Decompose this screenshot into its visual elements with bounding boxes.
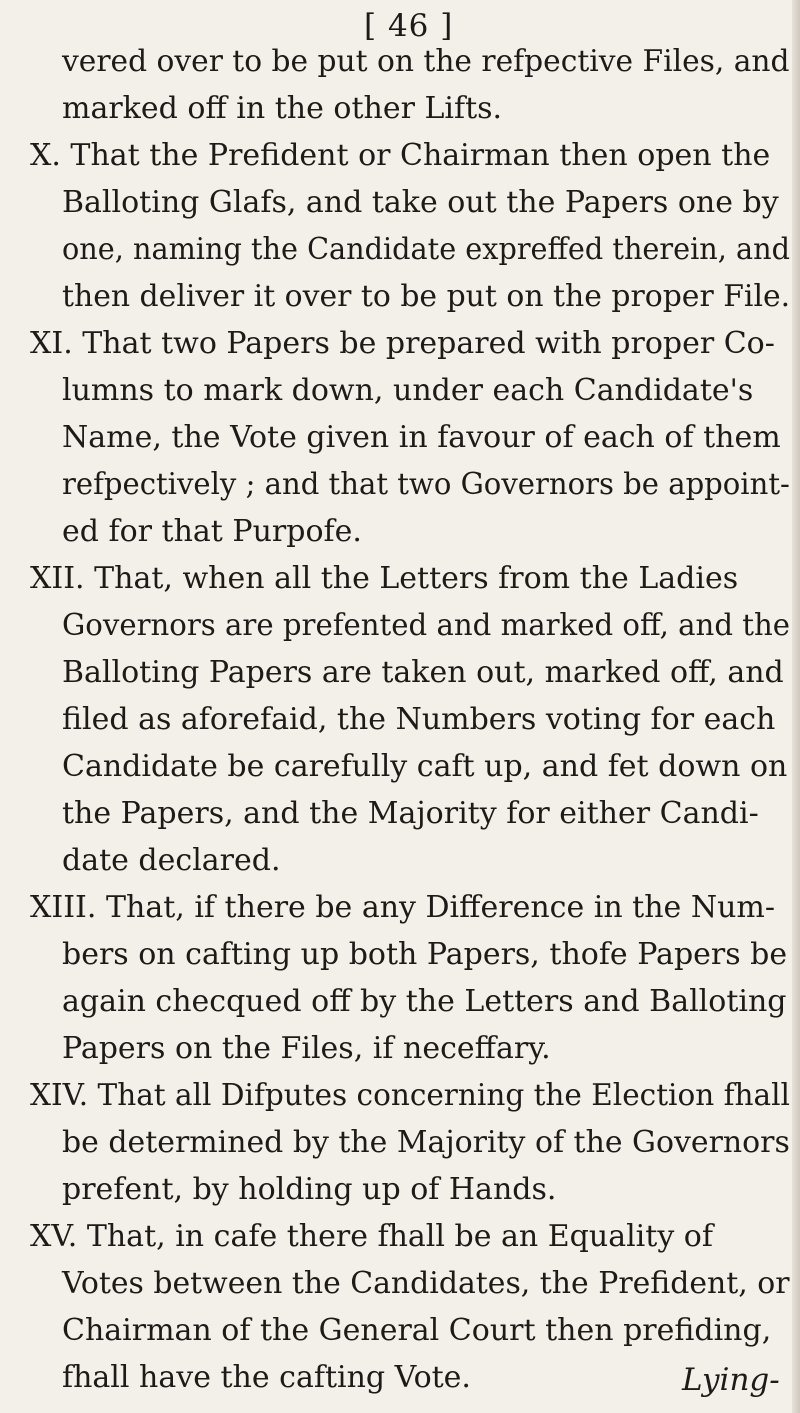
text-line: Name, the Vote given in favour of each of them xyxy=(62,420,781,455)
text-line: the Papers, and the Majority for either Candi- xyxy=(62,796,759,831)
text-line: Chairman of the General Court then prefiding, xyxy=(62,1313,772,1348)
text-line: date declared. xyxy=(62,843,281,878)
text-line: vered over to be put on the refpective Files, and xyxy=(62,44,790,79)
text-line: ed for that Purpofe. xyxy=(62,514,362,549)
text-line: X. That the Prefident or Chairman then open the xyxy=(30,138,771,173)
text-line: be determined by the Majority of the Governors xyxy=(62,1125,790,1160)
text-line: XIV. That all Difputes concerning the Election fhall xyxy=(30,1078,790,1113)
text-line: one, naming the Candidate expreffed therein, and xyxy=(62,232,790,267)
text-line: XI. That two Papers be prepared with proper Co- xyxy=(30,326,775,361)
text-line: refpectively ; and that two Governors be appoint- xyxy=(62,467,790,502)
text-line: bers on cafting up both Papers, thofe Papers be xyxy=(62,937,788,972)
page-edge-shadow xyxy=(792,0,800,1413)
text-line: again checqued off by the Letters and Balloting xyxy=(62,984,787,1019)
text-line: XV. That, in cafe there fhall be an Equality of xyxy=(30,1219,713,1254)
catchword: Lying- xyxy=(682,1362,780,1398)
text-line: Balloting Papers are taken out, marked off, and xyxy=(62,655,784,690)
text-line: fhall have the cafting Vote. xyxy=(62,1360,471,1395)
text-line: Papers on the Files, if neceffary. xyxy=(62,1031,551,1066)
text-line: Votes between the Candidates, the Prefident, or xyxy=(62,1266,790,1301)
text-line: XIII. That, if there be any Difference in the Num- xyxy=(30,890,776,925)
text-line: marked off in the other Lifts. xyxy=(62,91,503,126)
text-line: Governors are prefented and marked off, and the xyxy=(62,608,791,643)
text-line: XII. That, when all the Letters from the Ladies xyxy=(30,561,739,596)
text-line: lumns to mark down, under each Candidate's xyxy=(62,373,754,408)
text-line: then deliver it over to be put on the proper File. xyxy=(62,279,791,314)
page-number: [ 46 ] xyxy=(364,8,454,44)
text-line: Candidate be carefully caft up, and fet down on xyxy=(62,749,788,784)
text-line: prefent, by holding up of Hands. xyxy=(62,1172,557,1207)
text-line: filed as aforefaid, the Numbers voting for each xyxy=(62,702,776,737)
text-line: Balloting Glafs, and take out the Papers one by xyxy=(62,185,779,220)
